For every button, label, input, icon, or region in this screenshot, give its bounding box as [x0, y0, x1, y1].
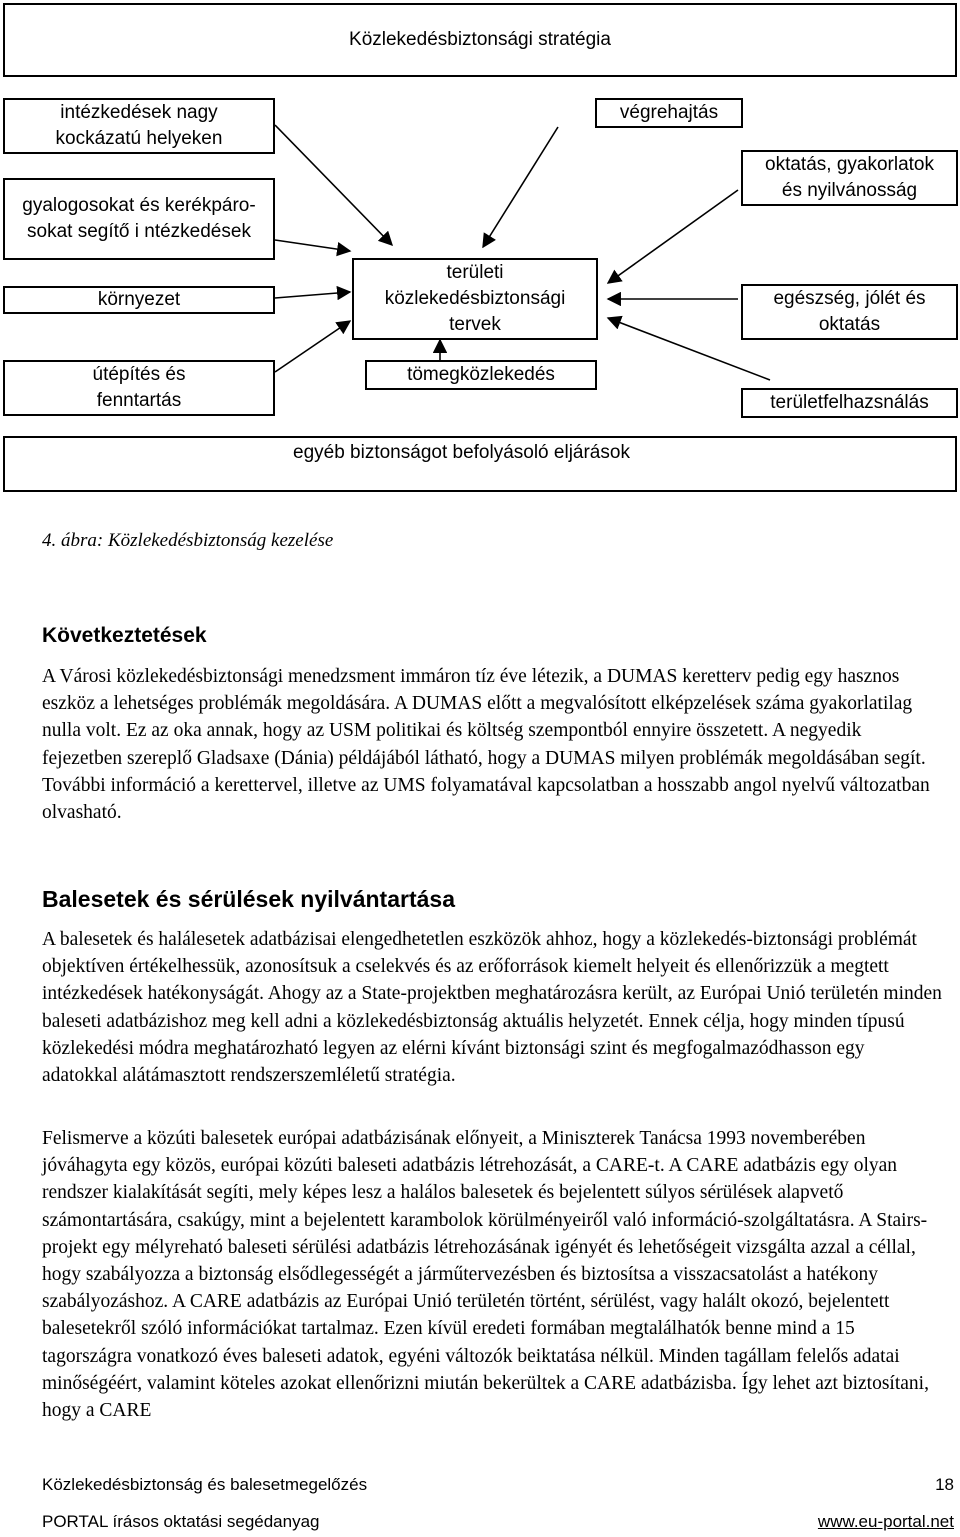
arrow-environment: [275, 292, 350, 298]
box-health-welfare: egészség, jólét és oktatás: [741, 284, 958, 340]
box-road-construction: útépítés és fenntartás: [3, 360, 275, 416]
box-education-publicity: oktatás, gyakorlatok és nyilvánosság: [741, 150, 958, 206]
box-public-transport: tömegközlekedés: [365, 360, 597, 390]
strategy-title: Közlekedésbiztonsági stratégia: [349, 29, 611, 50]
arrow-pedestrian: [275, 240, 350, 251]
footer-bottom: [42, 1512, 954, 1532]
box-pedestrian-cyclist-measures: gyalogosokat és kerékpáro- sokat segítő i ntézkedések: [3, 178, 275, 260]
conclusions-heading: Következtetések: [42, 624, 207, 647]
footer-doc-title: Közlekedésbiztonság és balesetmegelőzés: [42, 1475, 368, 1494]
box-regional-safety-plans: területi közlekedésbiztonsági tervek: [352, 258, 598, 340]
records-paragraph-2: Felismerve a közúti balesetek európai adatbázisának előnyeit, a Miniszterek Tanácsa 1993 novemberében jóváhagyta egy közös, európai közúti baleseti adatbázis létrehozását, a CARE-t. A CARE adatbázis egy olyan rendszer kialakítását segíti, mely képes lesz a halálos balesetek és bejelentett súlyos sérülések alapvető számontartására, csakúgy, mint a bejelentett karambolok körülményeiről való információ-szolgáltatásra. A Stairs-projekt egy mélyreható baleseti sérülési adatbázis létrehozásának igényét és lehetőségeit vizsgálta azzal a céllal, hogy szabályozza a biztonság elsődlegességét a járműtervezésben és biztosítsa a visszacsatolást a hatékony szabályozáshoz. A CARE adatbázis az Európai Unió területén történt, sérülést, vagy halált okozó, bejelentett balesetekről szóló információkat tartalmaz. Ezen kívül eredeti formában megtalálhatók benne mind a 15 tagországra vonatkozó éves baleseti adatok, egyéni változók beiktatása nélkül. Minden tagállam felelős adatai minőségéért, valamint köteles azokat ellenőrizni miután bekerültek a CARE adatbázisba. Így lehet azt biztosítani, hogy a CARE: [42, 1128, 929, 1422]
arrow-execution: [483, 127, 558, 247]
box-environment: környezet: [3, 286, 275, 314]
records-paragraph-1: A balesetek és halálesetek adatbázisai elengedhetetlen eszközök ahhoz, hogy a közlekedés-biztonsági problémát objektíven értékelhessük, azonosítsuk a cselekvés és az erőforrások kiemelt helyeit és ellenőrizzük a megtett intézkedések hatékonyságát. Ahogy az a State-projektben meghatározásra került, az Európai Unió területén minden baleseti adatbázishoz meg kell adni a közlekedésbiztonság aktuális helyzetét. Ennek célja, hogy minden típusú közlekedési módra meghatározható legyen az elérni kívánt biztonsági szint és megfogalmazódhasson egy adatokkal alátámasztott rendszerszemléletű stratégia.: [42, 929, 942, 1087]
footer-top: [42, 1475, 954, 1495]
box-land-use: területfelhazsnálás: [741, 388, 958, 418]
arrow-education: [608, 190, 738, 283]
figure-caption: 4. ábra: Közlekedésbiztonság kezelése: [42, 530, 334, 551]
footer-website-link[interactable]: www.eu-portal.net: [817, 1512, 954, 1531]
box-other-procedures: egyéb biztonságot befolyásoló eljárások: [3, 436, 957, 492]
conclusions-paragraph: A Városi közlekedésbiztonsági menedzsment immáron tíz éve létezik, a DUMAS keretterv pedig egy hasznos eszköz a lehetséges problémák megoldására. A DUMAS előtt a megvalósított elképzelések száma gyakorlatilag nulla volt. Ez az oka annak, hogy az USM politikai és költség szempontból ennyire összetett. A negyedik fejezetben szereplő Gladsaxe (Dánia) példájából látható, hogy a DUMAS milyen problémák megoldásában segít. További információ a kerettervel, illetve az UMS folyamatával kapcsolatban a hosszabb angol nyelvű változatban olvasható.: [42, 666, 930, 824]
box-high-risk-measures: intézkedések nagy kockázatú helyeken: [3, 98, 275, 154]
strategy-title-box: [3, 3, 957, 77]
arrow-high-risk: [275, 125, 392, 245]
footer-publisher: PORTAL írásos oktatási segédanyag: [42, 1512, 320, 1531]
arrow-roadbuilding: [275, 321, 350, 372]
footer-page-number: 18: [935, 1475, 954, 1494]
box-execution: végrehajtás: [595, 98, 743, 128]
records-heading: Balesetek és sérülések nyilvántartása: [42, 886, 455, 912]
